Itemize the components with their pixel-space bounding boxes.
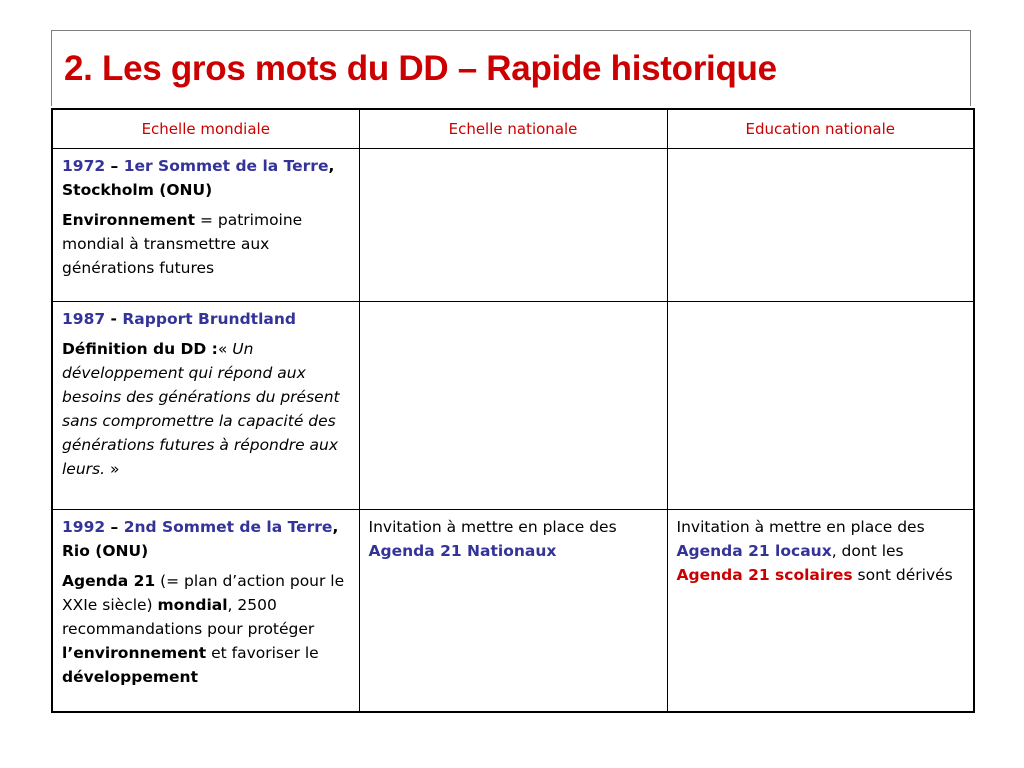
table-header-row xyxy=(52,109,974,149)
cell-1972-nationale xyxy=(359,149,667,302)
table-row xyxy=(52,510,974,713)
title-box xyxy=(51,30,971,106)
term: Agenda 21 xyxy=(62,572,156,590)
cell-1987-education xyxy=(667,302,974,510)
history-table xyxy=(51,108,975,713)
event-name: 2nd Sommet de la Terre xyxy=(123,518,333,536)
header-echelle-nationale: Echelle nationale xyxy=(359,109,667,149)
page-title: 2. Les gros mots du DD – Rapide historique xyxy=(64,49,777,88)
event-name: Rapport Brundtland xyxy=(122,310,296,328)
cell-1972-education xyxy=(667,149,974,302)
table-row xyxy=(52,149,974,302)
agenda21-scolaires: Agenda 21 scolaires xyxy=(676,566,853,584)
cell-1992-nationale: Invitation à mettre en place des Agenda 21 Nationaux xyxy=(359,510,667,713)
year: 1987 xyxy=(62,310,106,328)
term: Environnement xyxy=(62,211,196,229)
event-name: 1er Sommet de la Terre xyxy=(123,157,329,175)
cell-1992-mondiale: 1992 – 2nd Sommet de la Terre, Rio (ONU) Agenda 21 (= plan d’action pour le XXIe siècle) mondial, 2500 recommandations pour protéger l’environnement et favoriser le développement xyxy=(52,510,359,713)
cell-1987-nationale xyxy=(359,302,667,510)
agenda21-nationaux: Agenda 21 Nationaux xyxy=(368,542,557,560)
table-row xyxy=(52,302,974,510)
agenda21-locaux: Agenda 21 locaux xyxy=(676,542,832,560)
cell-1992-education: Invitation à mettre en place des Agenda 21 locaux, dont les Agenda 21 scolaires sont dérivés xyxy=(667,510,974,713)
dd-definition-quote: Un développement qui répond aux besoins des générations du présent sans compromettre la capacité des générations futures à répondre aux leurs. xyxy=(62,340,340,478)
cell-1987-mondiale: 1987 - Rapport Brundtland Définition du DD :« Un développement qui répond aux besoins des générations du présent sans compromettre la capacité des générations futures à répondre aux leurs. » xyxy=(52,302,359,510)
header-echelle-mondiale: Echelle mondiale xyxy=(52,109,359,149)
term: Définition du DD : xyxy=(62,340,218,358)
cell-1972-mondiale: 1972 – 1er Sommet de la Terre, Stockholm (ONU) Environnement = patrimoine mondial à transmettre aux générations futures xyxy=(52,149,359,302)
header-education-nationale: Education nationale xyxy=(667,109,974,149)
year: 1972 xyxy=(62,157,106,175)
year: 1992 xyxy=(62,518,106,536)
